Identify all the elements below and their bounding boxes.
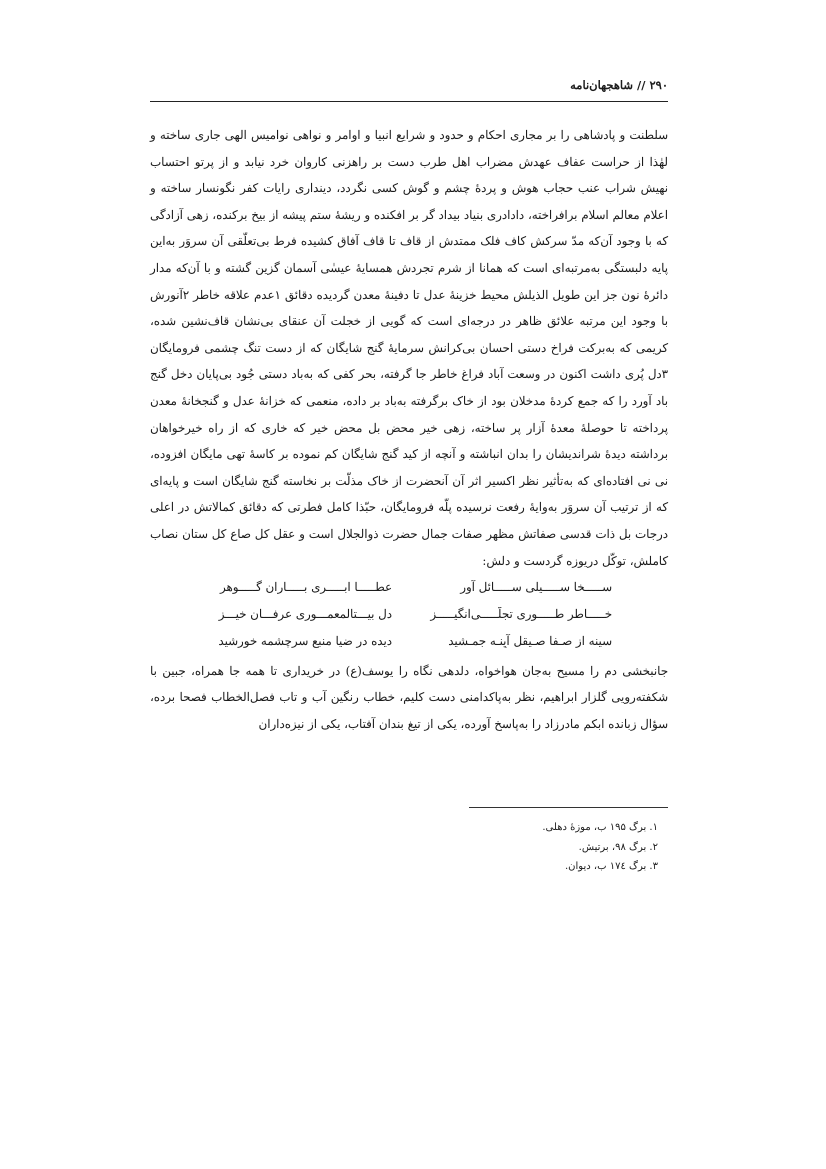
verse-line	[150, 574, 612, 601]
footnote-item: ۳. برگ ۱۷٤ ب، دیوان.	[565, 861, 658, 872]
verse-hemistich-first: ســـــخا ســـــیلی ســـــائل آور	[460, 580, 612, 595]
verse-line	[150, 601, 612, 628]
running-head: ۲۹۰ // شاهجهان‌نامه	[570, 78, 668, 92]
footnotes	[150, 818, 668, 877]
footnote-item: ۱. برگ ۱۹۵ ب، موزهٔ دهلی.	[542, 822, 658, 833]
verse-hemistich-second: عطـــــا ابـــــری بـــــاران گـــــوهر	[220, 580, 392, 595]
verse-hemistich-second: دل بیـــتالمعمـــوری عرفـــان خیـــز	[218, 606, 392, 621]
verse-hemistich-first: سینه از صـفا صـیقل آیِنـه جمـشید	[448, 633, 612, 648]
main-text	[150, 122, 668, 738]
verse-block	[150, 574, 668, 654]
footnote-rule	[469, 807, 668, 808]
paragraph-1: سلطنت و پادشاهی را بر مجاری احکام و حدود و شرایع انبیا و اوامر و نواهی نوامیس الهی جاری ساخته و لهٰذا از حراست عفاف عهدش مضراب اهل طرب دست بر راهزنی کاروان خرد نیابد و از پرتو احتساب نهیش شراب عنب حجاب هوش و پردهٔ چشم و گوش کسی نگردد، دینداری رایات کفر نگونسار ساخته و اعلام معالم اسلام برافراخته، دادادری بنیاد بیداد گر بر افکنده و ریشهٔ ستم پیشه از بیخ برکنده، زهی آزادگی که با وجود آن‌که مدّ سرکش کاف فلک ممتدش از قاف تا قاف آفاق کشیده فرط بی‌تعلّقی آن سروَر به‌این پایه دلبستگی به‌مرتبه‌ای است که همانا از شرم تجردش همسایهٔ عیسٰی آسمان گزین گشته و با آن‌که مدار دائرهٔ نون جز این طویل الذیلش محیط خزینهٔ عدل تا دفینهٔ معدن گردیده دقائق ۱عدم علاقه خاطر ۲آنورش با وجود این مرتبه علائق ظاهر در درجه‌ای است که گویی از خجلت آن عنقای بی‌نشان قاف‌نشین شده، کریمی که به‌برکت فراخ دستی احسان بی‌کرانش سرمایهٔ گنج شایگان که از دست تنگ چشمی فرومایگان ۳دل پُری داشت اکنون در وسعت آباد فراغ خاطر جا گرفته، بحر کفی که به‌باد دستی جُود بی‌پایان دخل گنج باد آورد را که جمع کردهٔ مدخلان بود از خاک برگرفته به‌باد بر داده، منعمی که خزانهٔ عدل و گنجخانهٔ معدن پرداخته تا حوصلهٔ معدهٔ آزار پر ساخته، زهی خیر محض بل محض خیر که خاری که از راه خیرخواهان برداشته دیدهٔ شراندیشان را بدان انباشته و آنچه از کید گنج شایگان کم نموده بر کاسهٔ تهی مایگان افزوده، نی نی افتاده‌ای که به‌تأثیر نظر اکسیر اثر آن آنحضرت از خاک مذلّت بر نخاسته گنج شایگان است و پایه‌ای که از ترتیب آن سروَر به‌وایهٔ رفعت نرسیده پلّه فرومایگان، حبّذا کامل فطرتی که دقائق کمالاتش در اعلی درجات بل ذات قدسی صفاتش مظهر صفات جمال حضرت ذوالجلال است و عقل کل صاع کل ستان نصاب کاملش، توکّل دریوزه گردست و دلش:	[150, 128, 668, 568]
paragraph-2: جانبخشی دم را مسیح به‌جان هواخواه، دلدهی نگاه را یوسف(ع) در خریداری تا همه جا همراه، جبین با شکفته‌رویی گلزار ابراهیم، نظر به‌پاکدامنی دست کلیم، خطاب رنگین آب و تاب فصل‌الخطاب فصحا برده، سؤال زبانده ابکم مادرزاد را به‌پاسخ آورده، یکی از تیغ بندان آفتاب، یکی از نیزه‌داران	[150, 663, 668, 732]
verse-hemistich-second: دیده در ضیا منبع سرچشمه خورشید	[218, 633, 392, 648]
footnote-item: ۲. برگ ۹۸، برتیش.	[578, 841, 658, 853]
header-rule	[150, 101, 668, 102]
verse-line	[150, 627, 612, 654]
verse-hemistich-first: خـــــاطر طـــــوری تجلّـــــی‌انگیـــــز	[430, 606, 612, 621]
